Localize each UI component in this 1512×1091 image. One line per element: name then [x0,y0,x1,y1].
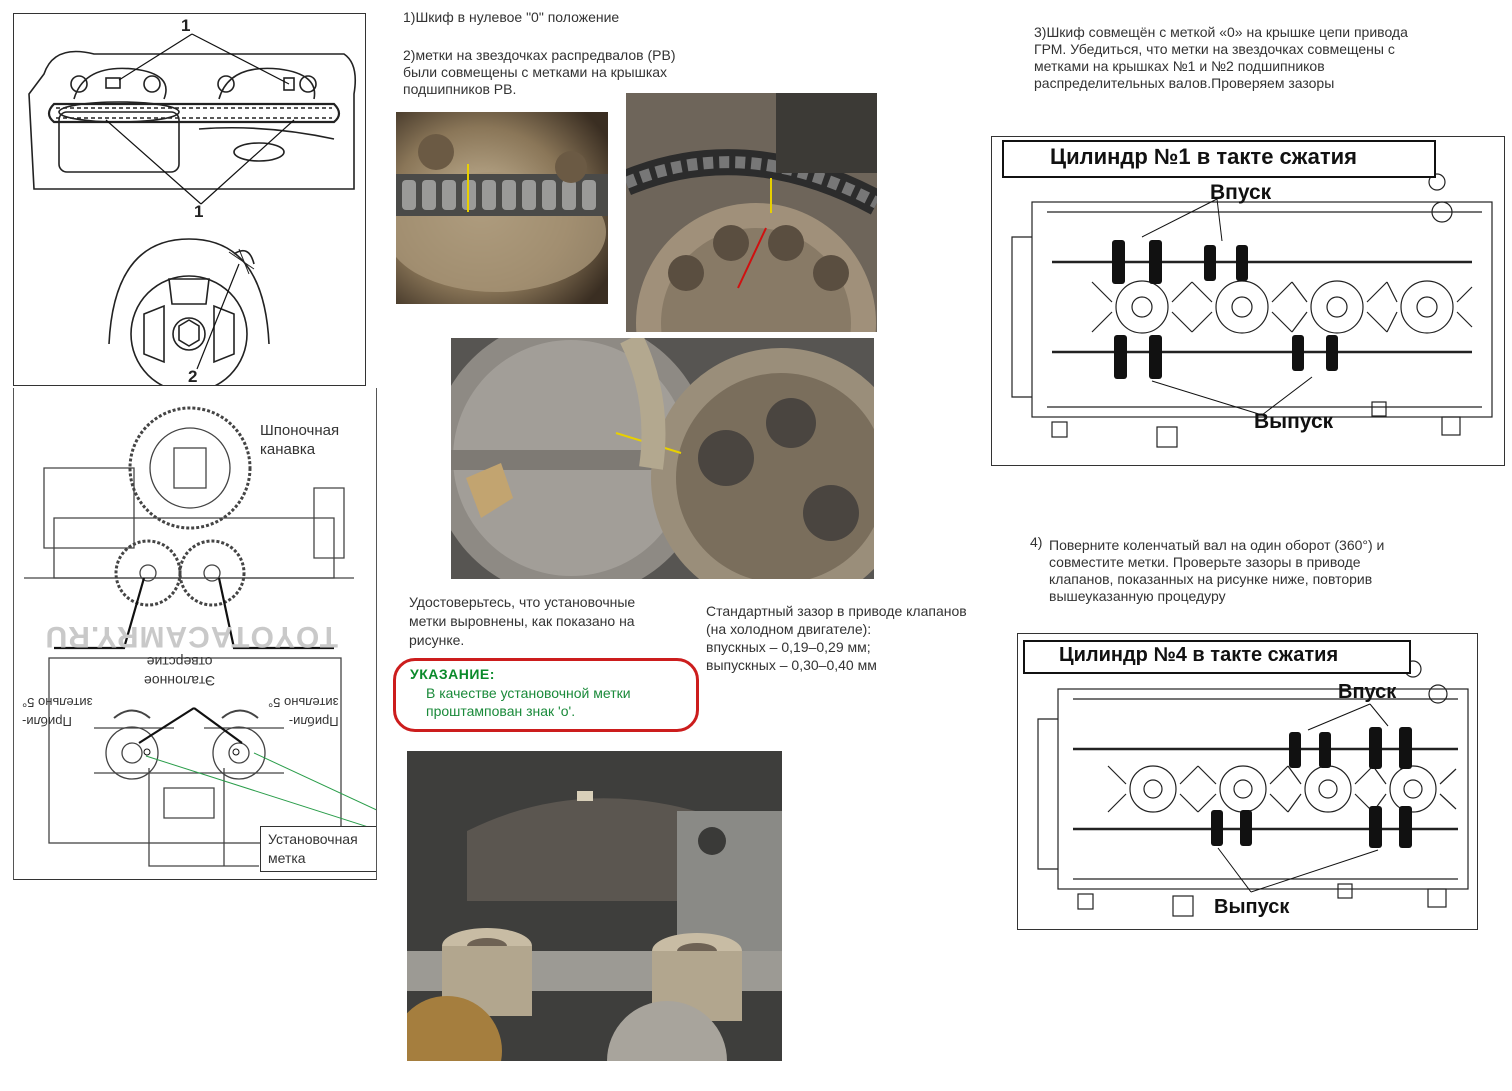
photo-camshafts-on-engine [407,751,782,1061]
cylinder-4-intake-label: Впуск [1338,681,1397,703]
cylinder-4-title: Цилиндр №4 в такте сжатия [1023,640,1411,674]
keyway-label: Шпоночная канавка [260,422,340,458]
watermark: TOYOTACAMRY.RU [44,620,338,653]
cylinder-4-drawing [1018,634,1478,930]
cylinder-1-intake-label: Впуск [1210,181,1272,204]
step-4-number: 4) [1030,534,1043,550]
approx-5-right-label: Прибли- зительно 5° [268,695,339,729]
photo-sprocket-closeup [451,338,874,579]
cylinder-1-diagram [991,136,1505,466]
note-title: УКАЗАНИЕ: [410,666,495,682]
step-1-text: 1)Шкиф в нулевое "0" положение [403,9,620,25]
cylinder-4-diagram [1017,633,1478,930]
photo-camshaft-sprocket-1 [396,112,608,304]
step-2-text: 2)метки на звездочках распредвалов (РВ) были совмещены с метками на крышках подшипников РВ. [403,47,676,97]
step-3-text: 3)Шкиф совмещён с меткой «0» на крышке цепи привода ГРМ. Убедиться, что метки на звездочках совмещены с метками на крышках №1 и №2 подшипников распределительных валов.Проверяем зазоры [1034,24,1408,91]
sprocket-alignment-diagram [13,388,377,880]
callout-1-bottom: 1 [194,202,204,221]
clearance-text: Стандартный зазор в приводе клапанов (на холодном двигателе): впускных – 0,19–0,29 мм; выпускных – 0,30–0,40 мм [706,603,967,673]
timing-chain-diagram [13,13,366,386]
timing-chain-drawing [14,14,366,386]
ref-hole-label: Эталонное отверстие [144,654,216,689]
setting-mark-box [260,826,377,872]
note-box [393,658,699,732]
note-body: В качестве установочной метки проштампован знак 'о'. [426,685,631,719]
step-4-text: Поверните коленчатый вал на один оборот (360°) и совместите метки. Проверьте зазоры в приводе клапанов, показанных на рисунке ниже, повторив вышеуказанную процедуру [1049,537,1385,604]
verify-text: Удостоверьтесь, что установочные метки выровнены, как показано на рисунке. [409,594,636,648]
approx-5-left-label: Прибли- зительно 5° [22,695,93,729]
cylinder-1-exhaust-label: Выпуск [1254,410,1334,433]
callout-2: 2 [188,367,198,386]
cylinder-4-exhaust-label: Выпуск [1214,896,1290,918]
cylinder-1-title: Цилиндр №1 в такте сжатия [1002,140,1436,178]
callout-1-top: 1 [181,16,191,35]
photo-camshaft-sprocket-2 [626,93,877,332]
setting-mark-label: Установочная метка [268,831,358,866]
